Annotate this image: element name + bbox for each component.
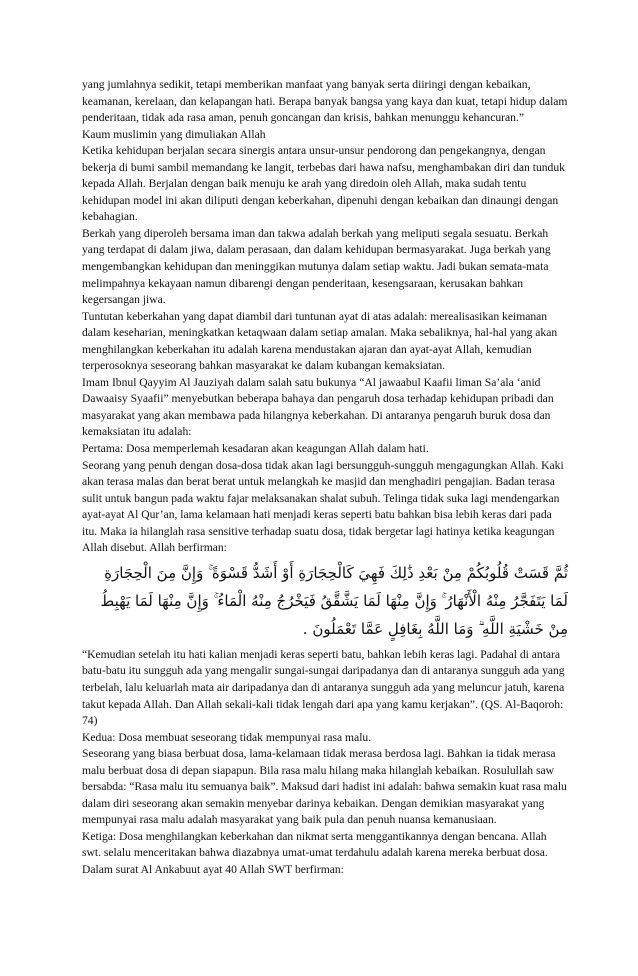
document-page: [82, 77, 568, 879]
point-first-heading: Pertama: Dosa memperlemah kesadaran akan keagungan Allah dalam hati.: [82, 442, 429, 456]
paragraph-blessing: Berkah yang diperoleh bersama iman dan takwa adalah berkah yang meliputi segala sesuatu. Berkah yang terdapat di dalam jiwa, dalam perasaan, dan dalam kehidupan bermasyarakat. Juga berkah yang mengembangkan kehidupan dan meninggikan mutunya dalam setiap waktu. Jadi bukan semata-mata melimpahnya kekayaan namun dibarengi dengan penderitaan, kesengsaraan, kerusakan bahkan kegersangan jiwa.: [82, 226, 551, 307]
paragraph-demand: Tuntutan keberkahan yang dapat diambil dari tuntunan ayat di atas adalah: merealisasikan keimanan dalam keseharian, meningkatkan ketaqwaan dalam setiap amalan. Maka sebaliknya, hal-hal yang akan menghilangkan keberkahan itu adalah karena mendustakan ajaran dan ayat-ayat Allah, kemudian terperosoknya seseorang bahkan masyarakat ke dalam kubangan kemaksiatan.: [82, 309, 558, 373]
arabic-verse: ثُمَّ قَسَتْ قُلُوبُكُمْ مِنْ بَعْدِ ذَٰلِكَ فَهِيَ كَالْحِجَارَةِ أَوْ أَشَدُّ قَسْوَةً ۚ وَإِنَّ مِنَ الْحِجَارَةِ لَمَا يَتَفَجَّرُ مِنْهُ الْأَنْهَارُ ۚ وَإِنَّ مِنْهَا لَمَا يَشَّقَّقُ فَيَخْرُجُ مِنْهُ الْمَاءُ ۚ وَإِنَّ مِنْهَا لَمَا يَهْبِطُ مِنْ خَشْيَةِ اللَّهِ ۗ وَمَا اللَّهُ بِغَافِلٍ عَمَّا تَعْمَلُونَ .: [100, 563, 568, 638]
verse-translation: “Kemudian setelah itu hati kalian menjadi keras seperti batu, bahkan lebih keras lagi. Padahal di antara batu-batu itu sungguh ada yang mengalir sungai-sungai daripadanya dan di antaranya sungguh ada yang terbelah, lalu keluarlah mata air daripadanya dan di antaranya sungguh ada yang meluncur jatuh, karena takut kepada Allah. Dan Allah sekali-kali tidak lengah dari apa yang kamu kerjakan”. (QS. Al-Baqoroh: 74): [82, 647, 565, 728]
point-second-heading: Kedua: Dosa membuat seseorang tidak mempunyai rasa malu.: [82, 730, 372, 744]
paragraph-intro: yang jumlahnya sedikit, tetapi memberikan manfaat yang banyak serta diiringi dengan kebaikan, keamanan, kerelaan, dan kelapangan hati. Berapa banyak bangsa yang kaya dan kuat, tetapi hidup dalam penderitaan, tidak ada rasa aman, penuh goncangan dan krisis, bahkan menunggu kehancuran.”: [82, 78, 568, 125]
paragraph-synergy: Ketika kehidupan berjalan secara sinergis antara unsur-unsur pendorong dan pengekangnya, dengan bekerja di bumi sambil memandang ke langit, terbebas dari hawa nafsu, menghambakan diri dan tunduk kepada Allah. Berjalan dengan baik menuju ke arah yang diredoin oleh Allah, maka sudah tentu kehidupan model ini akan diliputi dengan keberkahan, dipenuhi dengan kebaikan dan dinaungi dengan kebahagian.: [82, 144, 565, 224]
paragraph-third: Ketiga: Dosa menghilangkan keberkahan dan nikmat serta menggantikannya dengan bencana. Allah swt. selalu menceritakan bahwa diazabnya umat-umat terdahulu adalah karena mereka berbuat dosa. Dalam surat Al Ankabuut ayat 40 Allah SWT berfirman:: [82, 829, 548, 876]
paragraph-ibnul-qayyim: Imam Ibnul Qayyim Al Jauziyah dalam salah satu bukunya “Al jawaabul Kaafii liman Sa’ala ‘anid Dawaaisy Syaafii” menyebutkan beberapa bahaya dan pengaruh dosa terhadap kehidupan pribadi dan masyarakat yang akan membawa pada hilangnya keberkahan. Di antaranya pengaruh buruk dosa dan kemaksiatan itu adalah:: [82, 375, 554, 439]
paragraph-first: Seorang yang penuh dengan dosa-dosa tidak akan lagi bersungguh-sungguh mengagungkan Allah. Kaki akan terasa malas dan berat berat untuk melangkah ke masjid dan menghadiri pengajian. Badan terasa sulit untuk bangun pada waktu fajar melaksanakan shalat subuh. Telinga tidak suka lagi mendengarkan ayat-ayat Al Qur’an, lama kelamaan hati menjadi keras seperti batu bahkan bisa lebih keras dari pada itu. Maka ia hilanglah rasa sensitive terhadap suatu dosa, tidak bergetar lagi hatinya ketika keagungan Allah disebut. Allah berfirman:: [82, 458, 564, 555]
section-heading: Kaum muslimin yang dimuliakan Allah: [82, 127, 266, 141]
paragraph-second: Seseorang yang biasa berbuat dosa, lama-kelamaan tidak merasa berdosa lagi. Bahkan ia tidak merasa malu berbuat dosa di depan siapapun. Bila rasa malu hilang maka hilanglah kebaikan. Rosulullah saw bersabda: “Rasa malu itu semuanya baik”. Maksud dari hadist ini adalah: bahwa semakin kuat rasa malu dalam diri seseorang akan semakin menyebar darinya kebaikan. Dengan demikian masyarakat yang mempunyai rasa malu adalah masyarakat yang baik pula dan penuh nuansa kemanusiaan.: [82, 747, 567, 827]
